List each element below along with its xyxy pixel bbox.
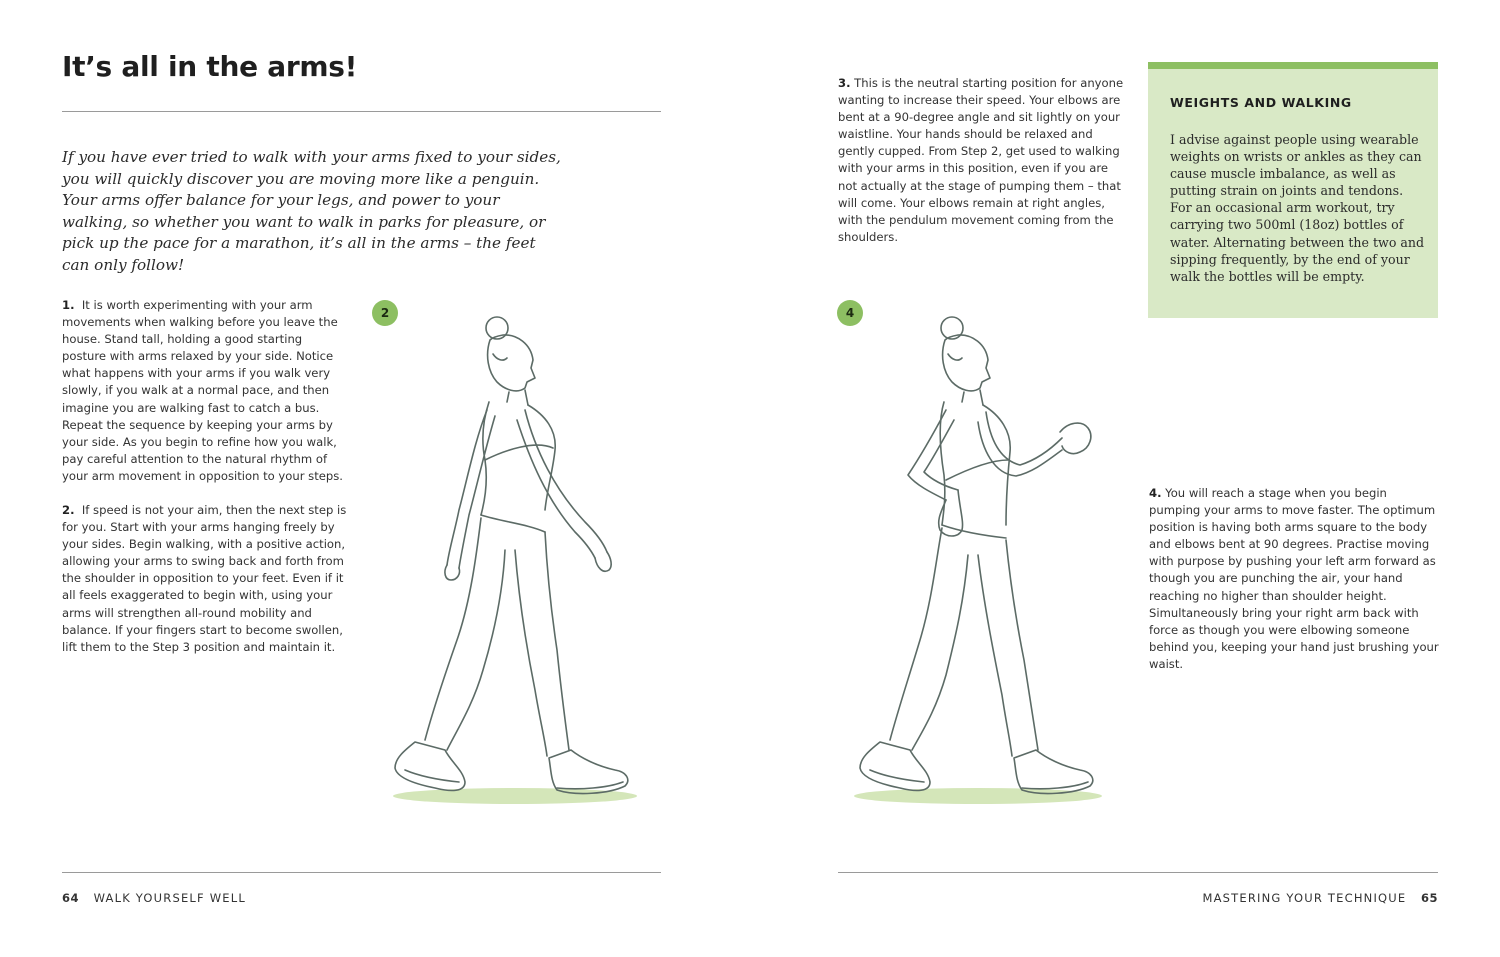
footer-right (1202, 891, 1438, 905)
page-number-65: 65 (1420, 891, 1438, 905)
walking-woman-arms-pumping-icon (850, 310, 1110, 810)
step-2-number: 2. (62, 503, 75, 517)
step-4-paragraph (1149, 485, 1439, 673)
step-4-number: 4. (1149, 486, 1162, 500)
walking-woman-arms-swinging-icon (385, 310, 645, 810)
weights-sidebar-box (1148, 62, 1438, 318)
step-3-text: This is the neutral starting position for anyone wanting to increase their speed. Your elbows are bent at a 90-degree angle and sit lightly on your waistline. Your hands should be relaxed and gently cupped. From Step 2, get used to walking with your arms in this position, even if you are not actually at the stage of pumping them – that will come. Your elbows remain at right angles, with the pendulum movement coming from the shoulders. (838, 76, 1124, 244)
footer-divider-left (62, 872, 661, 873)
step-3-paragraph (838, 75, 1128, 246)
step-1-text: It is worth experimenting with your arm movements when walking before you leave the house. Stand tall, holding a good starting posture with arms relaxed by your side. Notice what happens with your arms if you walk very slowly, if you walk at a normal pace, and then imagine you are walking fast to catch a bus. Repeat the sequence by keeping your arms by your side. As you begin to refine how you walk, pay careful attention to the natural rhythm of your arm movement in opposition to your steps. (62, 298, 343, 483)
figure-badge-4: 4 (837, 300, 863, 326)
footer-divider-right (838, 872, 1438, 873)
step-2-paragraph (62, 502, 349, 656)
intro-paragraph: If you have ever tried to walk with your arms fixed to your sides, you will quickly discover you are moving more like a penguin. Your arms offer balance for your legs, and power to your walking, so whether you want to walk in parks for pleasure, or pick up the pace for a marathon, it’s all in the arms – the feet can only follow! (62, 148, 561, 274)
step-1-paragraph (62, 297, 349, 485)
title-divider (62, 111, 661, 112)
running-title-right: MASTERING YOUR TECHNIQUE (1202, 891, 1407, 905)
step-1-number: 1. (62, 298, 75, 312)
running-title-left: WALK YOURSELF WELL (93, 891, 246, 905)
right-page (750, 0, 1500, 957)
page-number-64: 64 (62, 891, 80, 905)
figure-badge-2: 2 (372, 300, 398, 326)
page-title: It’s all in the arms! (62, 50, 358, 83)
step-4-text: You will reach a stage when you begin pumping your arms to move faster. The optimum position is having both arms square to the body and elbows bent at 90 degrees. Practise moving with purpose by pushing your left arm forward as though you are punching the air, your hand reaching no higher than shoulder height. Simultaneously bring your right arm back with force as though you were elbowing someone behind you, keeping your hand just brushing your waist. (1149, 486, 1439, 671)
sidebar-text: I advise against people using wearable weights on wrists or ankles as they can cause muscle imbalance, as well as putting strain on joints and tendons. For an occasional arm workout, try carrying two 500ml (18oz) bottles of water. Alternating between the two and sipping frequently, by the end of your walk the bottles will be empty. (1170, 132, 1425, 284)
sidebar-heading: WEIGHTS AND WALKING (1170, 95, 1352, 110)
footer-left (62, 891, 246, 905)
step-3-number: 3. (838, 76, 851, 90)
step-2-text: If speed is not your aim, then the next step is for you. Start with your arms hanging freely by your sides. Begin walking, with a positive action, allowing your arms to swing back and forth from the shoulder in opposition to your feet. Even if it all feels exaggerated to begin with, using your arms will strengthen all-round mobility and balance. If your fingers start to become swollen, lift them to the Step 3 position and maintain it. (62, 503, 347, 654)
